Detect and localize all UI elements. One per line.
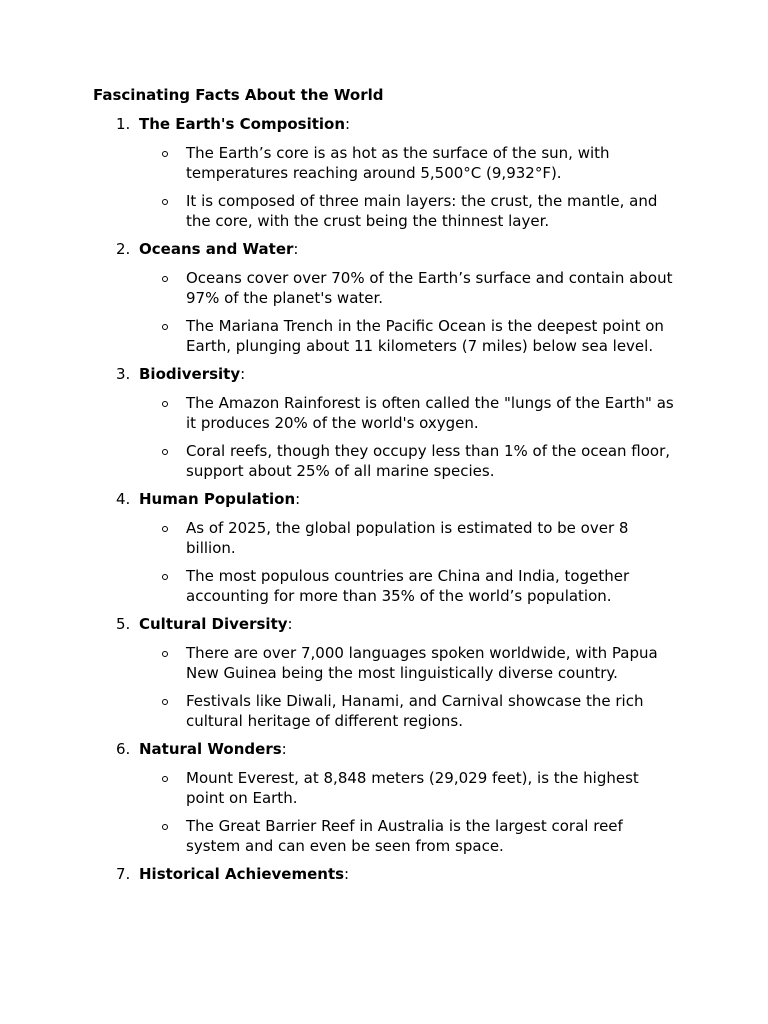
circle-bullet-icon — [162, 401, 168, 407]
section-heading — [0, 865, 768, 885]
circle-bullet-icon — [162, 776, 168, 782]
bullet-text: The Earth’s core is as hot as the surface of the sun, with temperatures reaching around 5,500°C (9,932°F). — [186, 144, 610, 182]
section-number: 4. — [116, 490, 131, 508]
circle-bullet-icon — [162, 151, 168, 157]
document-title: Fascinating Facts About the World — [93, 86, 384, 104]
section-colon: : — [281, 740, 287, 758]
section-title: Human Population — [139, 490, 296, 508]
list-item — [0, 519, 768, 558]
bullet-text: Festivals like Diwali, Hanami, and Carnival showcase the rich cultural heritage of different regions. — [186, 692, 644, 730]
circle-bullet-icon — [162, 574, 168, 580]
list-item — [0, 769, 768, 808]
section-number: 6. — [116, 740, 131, 758]
circle-bullet-icon — [162, 449, 168, 455]
list-item — [0, 317, 768, 356]
fact-section — [0, 740, 768, 856]
section-colon: : — [287, 615, 293, 633]
bullet-list — [0, 394, 768, 481]
bullet-text: The Great Barrier Reef in Australia is the largest coral reef system and can even be seen from space. — [186, 817, 623, 855]
facts-list — [0, 115, 768, 894]
list-item — [0, 442, 768, 481]
section-number: 7. — [116, 865, 131, 883]
section-heading — [0, 490, 768, 510]
fact-section — [0, 865, 768, 885]
bullet-text: There are over 7,000 languages spoken worldwide, with Papua New Guinea being the most linguistically diverse country. — [186, 644, 658, 682]
list-item — [0, 144, 768, 183]
section-title: Biodiversity — [139, 365, 241, 383]
fact-section — [0, 115, 768, 231]
bullet-text: Mount Everest, at 8,848 meters (29,029 feet), is the highest point on Earth. — [186, 769, 639, 807]
section-title: The Earth's Composition — [139, 115, 346, 133]
circle-bullet-icon — [162, 824, 168, 830]
section-title: Cultural Diversity — [139, 615, 288, 633]
fact-section — [0, 615, 768, 731]
section-heading — [0, 240, 768, 260]
section-title: Historical Achievements — [139, 865, 345, 883]
circle-bullet-icon — [162, 526, 168, 532]
section-title: Oceans and Water — [139, 240, 294, 258]
section-heading — [0, 740, 768, 760]
section-number: 3. — [116, 365, 131, 383]
bullet-list — [0, 769, 768, 856]
section-heading — [0, 365, 768, 385]
section-heading — [0, 615, 768, 635]
bullet-list — [0, 519, 768, 606]
section-colon: : — [345, 115, 351, 133]
section-colon: : — [240, 365, 246, 383]
circle-bullet-icon — [162, 199, 168, 205]
list-item — [0, 394, 768, 433]
section-title: Natural Wonders — [139, 740, 282, 758]
section-number: 5. — [116, 615, 131, 633]
bullet-text: The most populous countries are China and India, together accounting for more than 35% of the world’s population. — [186, 567, 630, 605]
list-item — [0, 817, 768, 856]
bullet-text: Oceans cover over 70% of the Earth’s surface and contain about 97% of the planet's water. — [186, 269, 673, 307]
fact-section — [0, 365, 768, 481]
bullet-text: Coral reefs, though they occupy less than 1% of the ocean floor, support about 25% of all marine species. — [186, 442, 671, 480]
section-colon: : — [295, 490, 301, 508]
list-item — [0, 192, 768, 231]
list-item — [0, 269, 768, 308]
bullet-text: It is composed of three main layers: the crust, the mantle, and the core, with the crust being the thinnest layer. — [186, 192, 658, 230]
list-item — [0, 692, 768, 731]
circle-bullet-icon — [162, 276, 168, 282]
bullet-list — [0, 269, 768, 356]
list-item — [0, 644, 768, 683]
circle-bullet-icon — [162, 324, 168, 330]
section-heading — [0, 115, 768, 135]
bullet-text: The Mariana Trench in the Pacific Ocean is the deepest point on Earth, plunging about 11 kilometers (7 miles) below sea level. — [186, 317, 664, 355]
fact-section — [0, 240, 768, 356]
bullet-list — [0, 644, 768, 731]
section-number: 1. — [116, 115, 131, 133]
circle-bullet-icon — [162, 699, 168, 705]
section-number: 2. — [116, 240, 131, 258]
list-item — [0, 567, 768, 606]
bullet-text: As of 2025, the global population is estimated to be over 8 billion. — [186, 519, 629, 557]
fact-section — [0, 490, 768, 606]
section-colon: : — [293, 240, 299, 258]
section-colon: : — [344, 865, 350, 883]
bullet-text: The Amazon Rainforest is often called the "lungs of the Earth" as it produces 20% of the world's oxygen. — [186, 394, 674, 432]
bullet-list — [0, 144, 768, 231]
circle-bullet-icon — [162, 651, 168, 657]
